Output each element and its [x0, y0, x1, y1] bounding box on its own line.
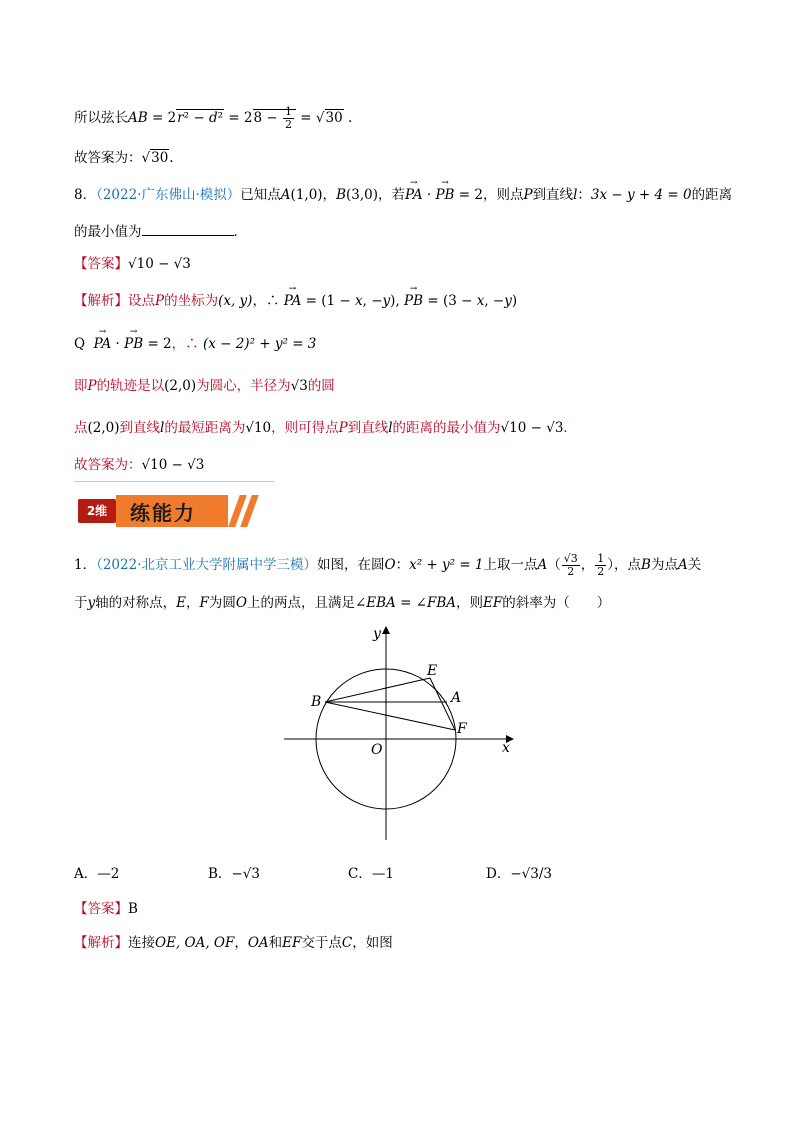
- text: ，则: [456, 595, 484, 611]
- math-ab: AB: [128, 110, 148, 126]
- option-letter: A．: [74, 866, 98, 882]
- q1-analysis: 【解析】连接OE, OA, OF，OA和EF交于点C，如图: [74, 935, 393, 951]
- text: ，则可得点: [271, 420, 339, 436]
- text: 上取一点: [483, 557, 538, 573]
- option-value: −√3/3: [510, 866, 552, 882]
- text: 的坐标为: [164, 293, 219, 309]
- text: 到直线: [119, 420, 161, 436]
- text: ，则点: [482, 187, 524, 203]
- option-d[interactable]: [486, 862, 552, 882]
- option-value: —2: [97, 866, 120, 882]
- q8-sol2: Q → PA · → PB = 2，∴ (x − 2)² + y² = 3: [74, 332, 316, 352]
- text: 的斜率为（ ）: [502, 595, 611, 611]
- q8-line2: 的最小值为 ．: [74, 224, 247, 240]
- q8-final-value: √10 − √3: [141, 457, 205, 473]
- text: 交于点: [301, 935, 342, 951]
- label-a: A: [451, 690, 462, 706]
- option-letter: B．: [208, 866, 232, 882]
- text: 和: [268, 935, 283, 951]
- q8-final: [74, 453, 204, 473]
- answer-value: 30: [151, 150, 169, 166]
- text: 所以弦长: [74, 110, 128, 126]
- text: 即: [74, 378, 88, 394]
- text: 已知点: [240, 187, 281, 203]
- text: 点: [74, 420, 88, 436]
- answer-tag: 【答案】: [74, 256, 128, 272]
- q8-sol4: 点(2,0)到直线l的最短距离为√10，则可得点P到直线l的距离的最小值为√10 − √3．: [74, 420, 577, 436]
- text: ，如图: [352, 935, 393, 951]
- text: 连接: [128, 935, 155, 951]
- text: 的距离的最小值为: [392, 420, 501, 436]
- y-axis-arrow: [382, 626, 390, 634]
- label-b: B: [311, 694, 322, 710]
- option-letter: C．: [348, 866, 372, 882]
- text: 关: [687, 557, 702, 573]
- text: 为圆: [208, 595, 236, 611]
- section-title: 练能力: [130, 501, 196, 525]
- text: 的距离: [691, 187, 733, 203]
- text: 的轨迹是以: [96, 378, 165, 394]
- text: 轴的对称点，: [95, 595, 177, 611]
- chord-length-line: 所以弦长AB = 2r² − d² = 28 − $\frac{1}{2}$ = √30 .: [74, 105, 353, 131]
- option-letter: D．: [486, 866, 511, 882]
- circle-figure: [270, 618, 530, 848]
- text: 如图，在圆: [317, 557, 385, 573]
- analysis-tag: 【解析】: [74, 293, 128, 309]
- segment-bf: [325, 702, 455, 730]
- label-x: x: [502, 740, 510, 756]
- q1-answer-value: B: [128, 901, 138, 917]
- text: 故答案为：: [74, 457, 142, 473]
- q1-number: 1．: [74, 557, 97, 573]
- q1-answer: [74, 897, 138, 917]
- analysis-tag: 【解析】: [74, 935, 128, 951]
- section-badge: 2维: [78, 499, 116, 523]
- q8-sol1: 【解析】设点P的坐标为(x, y)，∴ → PA = (1 − x, −y), → PB = (3 − x, −y): [74, 289, 517, 309]
- text: 的圆: [307, 378, 335, 394]
- q8-answer: [74, 252, 191, 272]
- text: 的最短距离为: [164, 420, 246, 436]
- line-equation: 3x − y + 4 = 0: [590, 187, 692, 203]
- option-b[interactable]: [208, 862, 260, 882]
- answer-label: 故答案为：: [74, 150, 142, 166]
- answer-tag: 【答案】: [74, 901, 128, 917]
- answer-blank: [142, 235, 234, 236]
- section-rule: [74, 481, 274, 482]
- text: 于: [74, 595, 88, 611]
- q8-answer-value: √10 − √3: [128, 256, 191, 272]
- answer-prev-line: 故答案为：√30.: [74, 150, 174, 166]
- q8-sol3: 即P的轨迹是以(2,0)为圆心，半径为√3的圆: [74, 378, 335, 394]
- option-c[interactable]: [348, 862, 394, 882]
- q1-line1: 1．（2022·北京工业大学附属中学三模）如图，在圆O：x² + y² = 1上取一点A（ $\frac{√3}{2}$ ， $\frac{1}{2}$ ），点B为点A关: [74, 552, 702, 578]
- text: 到直线: [532, 187, 574, 203]
- segment-be: [325, 678, 430, 702]
- q8-line1: 8．（2022·广东佛山·模拟）已知点A(1,0)，B(3,0)，若→ PA · → PB = 2，则点P到直线l：3x − y + 4 = 0的距离: [74, 183, 732, 203]
- label-e: E: [427, 663, 438, 679]
- text: 为圆心，半径为: [196, 378, 291, 394]
- text: 设点: [128, 293, 155, 309]
- label-o: O: [371, 742, 383, 758]
- q8-number: 8．: [74, 187, 97, 203]
- q8-source: （2022·广东佛山·模拟）: [96, 187, 241, 203]
- q1-source: （2022·北京工业大学附属中学三模）: [96, 557, 317, 573]
- option-a[interactable]: [74, 862, 119, 882]
- text: 到直线: [347, 420, 389, 436]
- text: ，若: [378, 187, 405, 203]
- label-y: y: [373, 626, 381, 642]
- q1-line2: 于y轴的对称点，E，F为圆O上的两点，且满足∠EBA = ∠FBA，则EF的斜率为（ ）: [74, 595, 611, 611]
- text: 上的两点，且满足: [246, 595, 355, 611]
- text: ，点: [614, 557, 642, 573]
- option-value: −√3: [231, 866, 260, 882]
- label-f: F: [457, 721, 467, 737]
- text: 为点: [650, 557, 678, 573]
- text: 的最小值为: [74, 224, 142, 240]
- option-value: —1: [371, 866, 394, 882]
